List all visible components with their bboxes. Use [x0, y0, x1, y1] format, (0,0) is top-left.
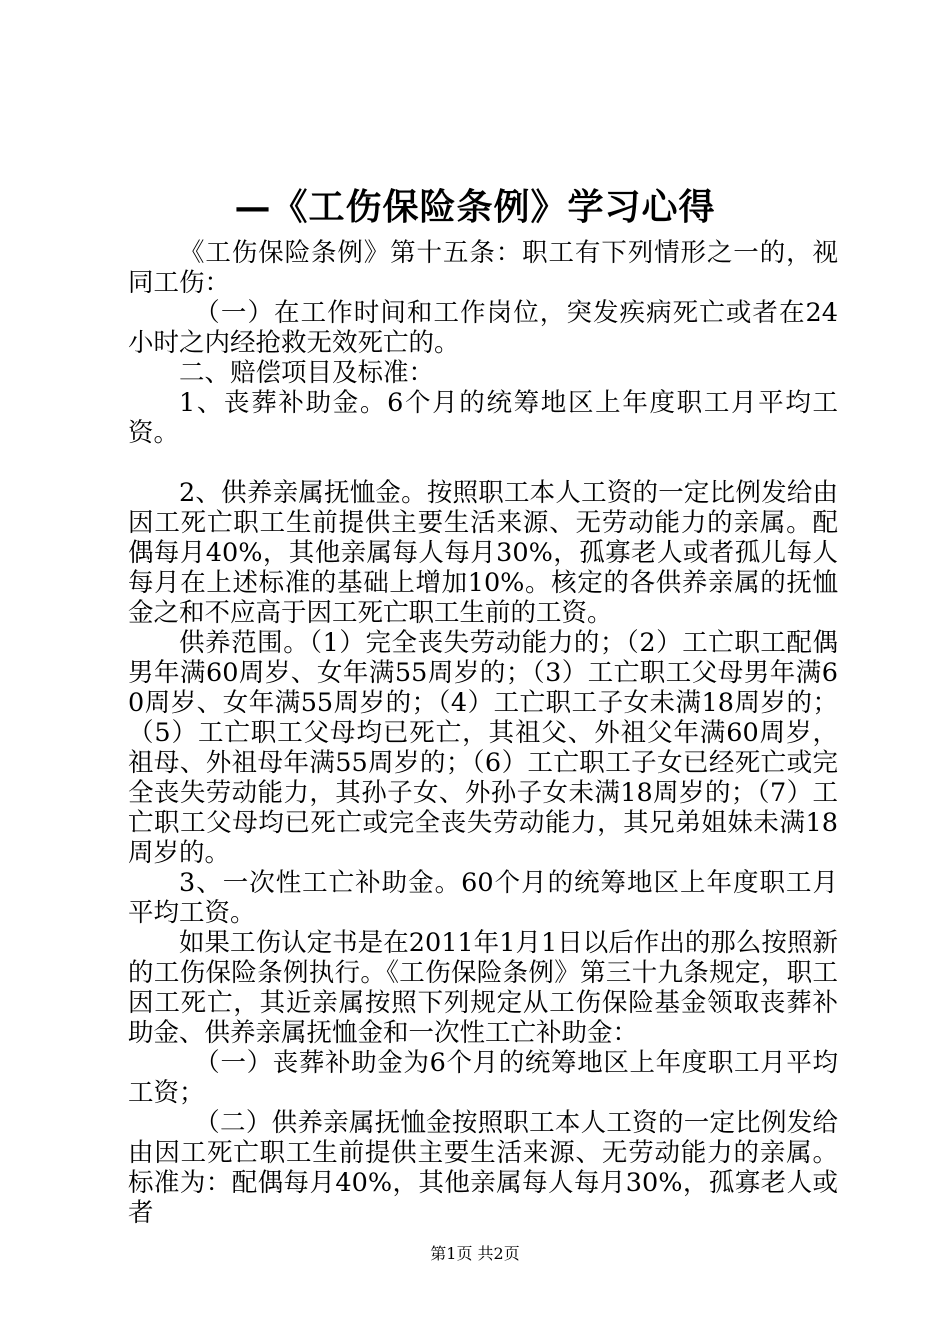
document-title: —《工伤保险条例》学习心得: [234, 186, 716, 228]
paragraph-new-item-1: （一）丧葬补助金为6个月的统筹地区上年度职工月平均工资；: [128, 1048, 838, 1108]
paragraph-item-1: （一）在工作时间和工作岗位，突发疾病死亡或者在24小时之内经抢救无效死亡的。: [128, 298, 838, 358]
paragraph-spacer: [128, 448, 838, 478]
paragraph-support-scope: 供养范围。（1）完全丧失劳动能力的；（2）工亡职工配偶男年满60周岁、女年满55周岁的；（3）工亡职工父母男年满60周岁、女年满55周岁的；（4）工亡职工子女未满18周岁的；（5）工亡职工父母均已死亡，其祖父、外祖父年满60周岁，祖母、外祖母年满55周岁的；（6）工亡职工子女已经死亡或完全丧失劳动能力，其孙子女、外孙子女未满18周岁的；（7）工亡职工父母均已死亡或完全丧失劳动能力，其兄弟姐妹未满18周岁的。: [128, 628, 838, 868]
paragraph-new-item-2: （二）供养亲属抚恤金按照职工本人工资的一定比例发给由因工死亡职工生前提供主要生活来源、无劳动能力的亲属。标准为：配偶每月40%，其他亲属每人每月30%，孤寡老人或者: [128, 1108, 838, 1228]
paragraph-section-2: 二、赔偿项目及标准：: [179, 358, 435, 388]
paragraph-dependent-pension: 2、供养亲属抚恤金。按照职工本人工资的一定比例发给由因工死亡职工生前提供主要生活来源、无劳动能力的亲属。配偶每月40%，其他亲属每人每月30%，孤寡老人或者孤儿每人每月在上述标准的基础上增加10%。核定的各供养亲属的抚恤金之和不应高于因工死亡职工生前的工资。: [128, 478, 838, 628]
document-body: [128, 238, 838, 1228]
paragraph-funeral-subsidy: 1、丧葬补助金。6个月的统筹地区上年度职工月平均工资。: [128, 388, 838, 448]
paragraph-one-time-subsidy: 3、一次性工亡补助金。60个月的统筹地区上年度职工月平均工资。: [128, 868, 838, 928]
page-footer: 第1页 共2页: [430, 1244, 520, 1263]
paragraph-new-regulation: 如果工伤认定书是在2011年1月1日以后作出的那么按照新的工伤保险条例执行。《工伤保险条例》第三十九条规定，职工因工死亡，其近亲属按照下列规定从工伤保险基金领取丧葬补助金、供养亲属抚恤金和一次性工亡补助金：: [128, 928, 838, 1048]
paragraph-article-15: 《工伤保险条例》第十五条：职工有下列情形之一的，视同工伤：: [128, 238, 838, 298]
